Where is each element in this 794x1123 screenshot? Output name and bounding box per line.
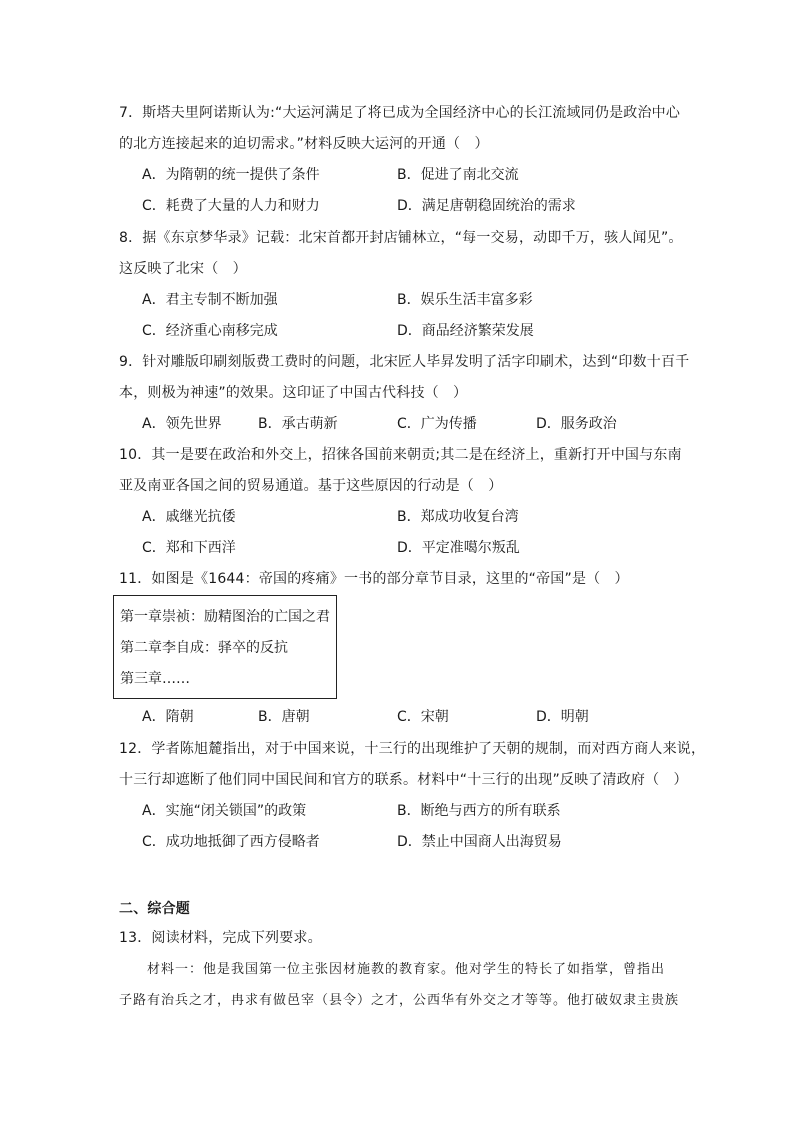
q12-stem-line-2: 十三行却遮断了他们同中国民间和官方的联系。材料中“十三行的出现”反映了清政府（ ） [119, 772, 688, 788]
q10-stem-line-1: 10．其一是要在政治和外交上，招徕各国前来朝贡;其二是在经济上，重新打开中国与东南 [119, 447, 682, 463]
q12-option-c[interactable]: C．成功地抵御了西方侵略者 [142, 834, 320, 850]
chapter-1-line: 第一章崇祯：励精图治的亡国之君 [120, 609, 330, 625]
q8-stem-line-2: 这反映了北宋（ ） [119, 261, 247, 277]
q8-option-c[interactable]: C．经济重心南移完成 [142, 323, 278, 339]
q11-option-a[interactable]: A．隋朝 [142, 709, 194, 725]
q11-option-c[interactable]: C．宋朝 [397, 709, 449, 725]
q11-option-d[interactable]: D．明朝 [536, 709, 589, 725]
q7-stem-line-2: 的北方连接起来的迫切需求。”材料反映大运河的开通（ ） [119, 136, 489, 152]
q10-option-a[interactable]: A．戚继光抗倭 [142, 509, 236, 525]
q8-stem-line-1: 8．据《东京梦华录》记载：北宋首都开封店铺林立，“每一交易，动即千万，骇人闻见”。 [119, 230, 683, 246]
chapter-contents-box [113, 595, 337, 699]
q9-stem-line-2: 本，则极为神速”的效果。这印证了中国古代科技（ ） [119, 385, 468, 401]
q10-option-c[interactable]: C．郑和下西洋 [142, 540, 236, 556]
q12-option-d[interactable]: D．禁止中国商人出海贸易 [397, 834, 562, 850]
q8-option-a[interactable]: A．君主专制不断加强 [142, 292, 278, 308]
q12-stem-line-1: 12．学者陈旭麓指出，对于中国来说，十三行的出现维护了天朝的规制，而对西方商人来说， [119, 741, 706, 757]
q9-option-c[interactable]: C．广为传播 [397, 416, 477, 432]
q9-option-a[interactable]: A．领先世界 [142, 416, 222, 432]
q7-option-d[interactable]: D．满足唐朝稳固统治的需求 [397, 198, 576, 214]
chapter-2-line: 第二章李自成：驿卒的反抗 [120, 640, 288, 656]
q7-option-a[interactable]: A．为隋朝的统一提供了条件 [142, 167, 320, 183]
q12-option-a[interactable]: A．实施“闭关锁国”的政策 [142, 803, 307, 819]
q13-stem: 13．阅读材料，完成下列要求。 [119, 930, 322, 946]
q11-stem-line-1: 11．如图是《1644：帝国的疼痛》一书的部分章节目录，这里的“帝国”是（ ） [119, 571, 629, 587]
section-2-heading: 二、综合题 [119, 901, 190, 917]
q9-option-d[interactable]: D．服务政治 [536, 416, 617, 432]
q12-option-b[interactable]: B．断绝与西方的所有联系 [397, 803, 561, 819]
q13-material-line-2: 子路有治兵之才，冉求有做邑宰（县令）之才，公西华有外交之才等等。他打破奴隶主贵族 [119, 993, 680, 1008]
q10-option-d[interactable]: D．平定准噶尔叛乱 [397, 540, 520, 556]
q8-option-d[interactable]: D．商品经济繁荣发展 [397, 323, 534, 339]
q13-material-line-1: 材料一：他是我国第一位主张因材施教的教育家。他对学生的特长了如指掌，曾指出 [147, 962, 666, 977]
chapter-3-line: 第三章…… [120, 671, 190, 687]
q7-option-c[interactable]: C．耗费了大量的人力和财力 [142, 198, 320, 214]
q11-option-b[interactable]: B．唐朝 [258, 709, 310, 725]
q9-option-b[interactable]: B．承古萌新 [258, 416, 338, 432]
q9-stem-line-1: 9．针对雕版印刷刻版费工费时的问题，北宋匠人毕昇发明了活字印刷术，达到“印数十百千 [119, 354, 690, 370]
q7-stem-line-1: 7．斯塔夫里阿诺斯认为:“大运河满足了将已成为全国经济中心的长江流域同仍是政治中心 [119, 105, 681, 121]
q7-option-b[interactable]: B．促进了南北交流 [397, 167, 519, 183]
q10-stem-line-2: 亚及南亚各国之间的贸易通道。基于这些原因的行动是（ ） [119, 478, 503, 494]
q10-option-b[interactable]: B．郑成功收复台湾 [397, 509, 519, 525]
q8-option-b[interactable]: B．娱乐生活丰富多彩 [397, 292, 533, 308]
